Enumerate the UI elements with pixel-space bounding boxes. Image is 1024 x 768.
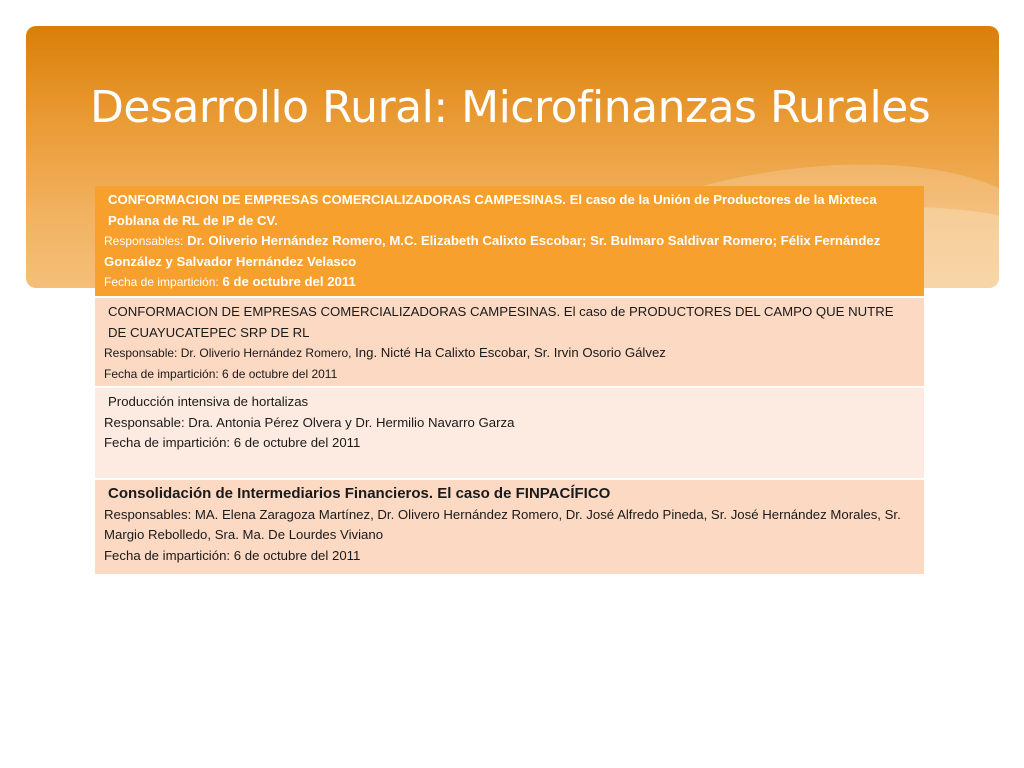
slide-title: Desarrollo Rural: Microfinanzas Rurales [90,82,931,133]
row-heading: Consolidación de Intermediarios Financieros. El caso de FINPACÍFICO [108,485,611,502]
row-heading: CONFORMACION DE EMPRESAS COMERCIALIZADORAS CAMPESINAS. El caso de la Unión de Productores de la Mixteca Poblana de RL de IP de CV. [108,192,877,228]
row-heading: CONFORMACION DE EMPRESAS COMERCIALIZADORAS CAMPESINAS. El caso de PRODUCTORES DEL CAMPO QUE NUTRE DE CUAYUCATEPEC SRP DE RL [108,304,894,340]
responsables-names: Dr. Oliverio Hernández Romero, M.C. Elizabeth Calixto Escobar; Sr. Bulmaro Saldivar Romero; Félix Fernández González y Salvador Hernández Velasco [104,233,881,269]
row-date [104,272,914,293]
table-row [95,298,924,388]
course-table [95,186,924,576]
table-row [95,480,924,576]
table-row [95,388,924,480]
row-responsables: Responsable: Dra. Antonia Pérez Olvera y Dr. Hermilio Navarro Garza [104,414,515,430]
row-date: Fecha de impartición: 6 de octubre del 2011 [104,547,361,563]
row-date: Fecha de impartición: 6 de octubre del 2011 [104,435,361,450]
row-responsables [104,231,914,272]
row-date: Fecha de impartición: 6 de octubre del 2011 [104,366,338,381]
date-label: Fecha de impartición: [104,275,219,289]
table-row [95,186,924,298]
row-responsables: Responsables: MA. Elena Zaragoza Martínez, Dr. Olivero Hernández Romero, Dr. José Alfredo Pineda, Sr. José Hernández Morales, Sr. Margio Rebolledo, Sra. Ma. De Lourdes Viviano [104,506,901,542]
responsables-label: Responsables: [104,234,184,248]
responsables-label: Responsable: Dr. Oliverio Hernández Romero, [104,346,352,360]
row-responsables [104,343,914,364]
responsables-names: Ing. Nicté Ha Calixto Escobar, Sr. Irvin Osorio Gálvez [355,345,666,360]
date-value: 6 de octubre del 2011 [222,274,356,289]
row-heading: Producción intensiva de hortalizas [108,394,309,409]
